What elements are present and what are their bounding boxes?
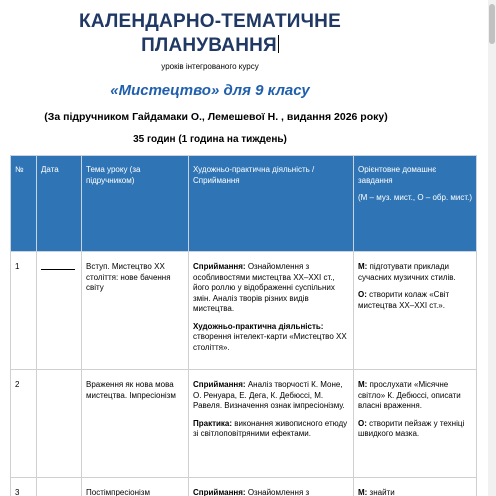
home-block-2	[358, 419, 472, 440]
document-subtitle: уроків інтегрованого курсу	[161, 62, 259, 71]
home-text-1: прослухати «Місячне світло» К. Дебюссі, описати власні враження.	[358, 380, 461, 410]
date-blank-line	[41, 262, 75, 270]
activity-text-1: Ознайомлення з особливостями мистецтва XX–XXI ст., його роллю у відображенні суспільних змін. Аналіз творів різних видів мистецтва.	[193, 262, 335, 313]
cell-topic: Враження як нова мова мистецтва. Імпресіонізм	[82, 370, 189, 478]
cell-topic: Вступ. Мистецтво XX століття: нове бачення світу	[82, 252, 189, 370]
home-label-1: М:	[358, 262, 368, 271]
cell-topic: Постімпресіонізм	[82, 478, 189, 496]
activity-label-2: Художньо-практична діяльність:	[193, 321, 324, 331]
document-title	[60, 10, 360, 58]
header-topic: Тема уроку (за підручником)	[82, 156, 189, 252]
cell-activity	[189, 478, 354, 496]
table-header-row	[11, 156, 477, 252]
cell-activity	[189, 370, 354, 478]
home-text-1: знайти	[367, 488, 395, 496]
course-title: «Мистецтво» для 9 класу	[110, 82, 310, 99]
header-activity: Художньо-практична діяльність / Сприймання	[189, 156, 354, 252]
activity-label-1: Сприймання:	[193, 380, 246, 389]
cell-num: 1	[11, 252, 37, 370]
table-row	[11, 252, 477, 370]
cell-home	[354, 252, 477, 370]
hours-note: 35 годин (1 година на тиждень)	[133, 134, 287, 145]
cell-home	[354, 370, 477, 478]
activity-block-2	[193, 322, 349, 354]
cell-date[interactable]	[37, 370, 82, 478]
activity-text-1: Аналіз творчості К. Моне, О. Ренуара, Е. Дега, К. Дебюссі, М. Равеля. Визначення ознак імпресіонізму.	[193, 380, 345, 410]
plan-table	[10, 155, 477, 496]
home-label-2: О:	[358, 290, 367, 299]
activity-label-1: Сприймання:	[193, 488, 246, 496]
cell-num: 2	[11, 370, 37, 478]
vertical-scrollbar[interactable]	[488, 0, 496, 496]
cell-home	[354, 478, 477, 496]
home-label-2: О:	[358, 418, 367, 428]
table-row	[11, 478, 477, 496]
header-home-note: (М – муз. мист., О – обр. мист.)	[358, 193, 473, 202]
cell-date[interactable]	[37, 478, 82, 496]
home-label-1: М:	[358, 488, 368, 496]
activity-text-2: створення інтелект-карти «Мистецтво XX століття».	[193, 332, 347, 352]
home-label-1: М:	[358, 380, 368, 389]
home-text-1: підготувати приклади сучасних музичних стилів.	[358, 262, 456, 282]
table-row	[11, 370, 477, 478]
home-block-2	[358, 290, 472, 311]
textbook-note: (За підручником Гайдамаки О., Лемешевої Н. , видання 2026 року)	[44, 111, 388, 123]
home-text-2: створити пейзаж у техніці швидкого мазка.	[358, 418, 465, 438]
activity-label-2: Практика:	[193, 418, 233, 428]
cell-num: 3	[11, 478, 37, 496]
cell-activity	[189, 252, 354, 370]
activity-label-1: Сприймання:	[193, 262, 246, 271]
text-cursor	[278, 35, 279, 53]
title-line-2: ПЛАНУВАННЯ	[141, 35, 277, 56]
title-line-1: КАЛЕНДАРНО-ТЕМАТИЧНЕ	[79, 11, 341, 32]
home-text-2: створити колаж «Світ мистецтва XX–XXI ст.».	[358, 290, 450, 310]
header-date: Дата	[37, 156, 82, 252]
cell-date[interactable]	[37, 252, 82, 370]
activity-text-1: Ознайомлення з	[245, 488, 310, 496]
header-num: №	[11, 156, 37, 252]
scrollbar-thumb[interactable]	[489, 4, 495, 44]
activity-block-2	[193, 419, 349, 440]
header-home-label: Орієнтовне домашнє завдання	[358, 165, 437, 185]
header-home	[354, 156, 477, 252]
activity-text-2: виконання живописного етюду зі світлоповітряними ефектами.	[193, 418, 348, 438]
